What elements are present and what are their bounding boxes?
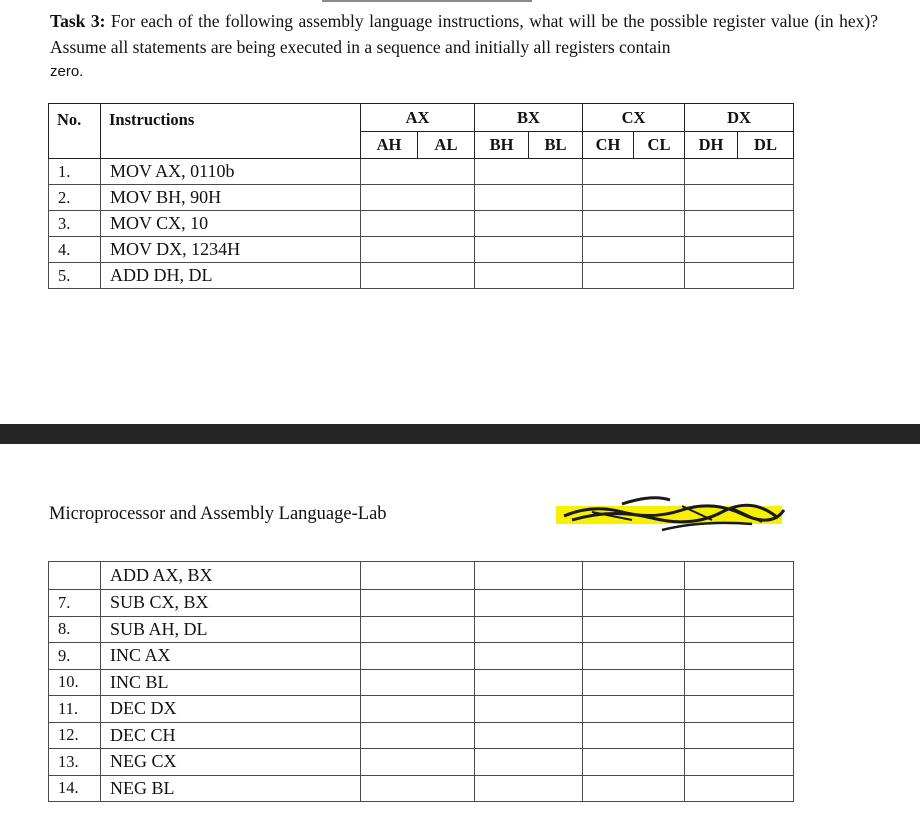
table-row xyxy=(49,722,794,749)
register-value-cell xyxy=(685,590,794,617)
register-value-cell xyxy=(361,643,475,670)
instruction-cell: MOV BH, 90H xyxy=(101,185,361,211)
header-no: No. xyxy=(49,104,101,159)
table-row xyxy=(49,669,794,696)
register-value-cell xyxy=(475,616,583,643)
top-divider xyxy=(322,0,532,2)
row-number: 4. xyxy=(49,237,101,263)
row-number: 10. xyxy=(49,669,101,696)
register-value-cell xyxy=(685,722,794,749)
scribble-stroke-3 xyxy=(622,498,670,504)
register-value-cell xyxy=(685,562,794,590)
register-value-cell xyxy=(685,211,794,237)
header-dh: DH xyxy=(685,132,738,159)
register-value-cell xyxy=(583,775,685,802)
register-value-cell xyxy=(361,616,475,643)
register-value-cell xyxy=(583,590,685,617)
register-value-cell xyxy=(583,159,685,185)
instruction-cell: MOV CX, 10 xyxy=(101,211,361,237)
table-row xyxy=(49,696,794,723)
register-value-cell xyxy=(361,185,475,211)
row-number xyxy=(49,562,101,590)
register-value-cell xyxy=(361,211,475,237)
table-row xyxy=(49,775,794,802)
register-value-cell xyxy=(475,562,583,590)
row-number: 11. xyxy=(49,696,101,723)
row-number: 2. xyxy=(49,185,101,211)
register-value-cell xyxy=(685,237,794,263)
register-value-cell xyxy=(361,669,475,696)
register-value-cell xyxy=(361,159,475,185)
row-number: 9. xyxy=(49,643,101,670)
register-value-cell xyxy=(583,211,685,237)
register-value-cell xyxy=(583,616,685,643)
register-value-cell xyxy=(361,562,475,590)
register-value-cell xyxy=(685,159,794,185)
row-number: 8. xyxy=(49,616,101,643)
task-description xyxy=(50,8,878,60)
register-value-cell xyxy=(583,643,685,670)
register-value-cell xyxy=(583,696,685,723)
register-value-cell xyxy=(475,775,583,802)
register-value-cell xyxy=(685,263,794,289)
register-value-cell xyxy=(361,590,475,617)
header-cl: CL xyxy=(634,132,685,159)
header-bh: BH xyxy=(475,132,529,159)
page-break-band xyxy=(0,424,920,444)
register-value-cell xyxy=(361,237,475,263)
header-instructions: Instructions xyxy=(101,104,361,159)
header-ax: AX xyxy=(361,104,475,132)
register-value-cell xyxy=(475,643,583,670)
table-row xyxy=(49,211,794,237)
instruction-cell: INC BL xyxy=(101,669,361,696)
row-number: 7. xyxy=(49,590,101,617)
instruction-cell: DEC CH xyxy=(101,722,361,749)
register-value-cell xyxy=(685,775,794,802)
register-value-cell xyxy=(475,185,583,211)
table-row xyxy=(49,159,794,185)
register-value-cell xyxy=(475,159,583,185)
header-al: AL xyxy=(418,132,475,159)
row-number: 3. xyxy=(49,211,101,237)
register-value-cell xyxy=(685,643,794,670)
register-value-cell xyxy=(685,696,794,723)
register-value-cell xyxy=(583,263,685,289)
register-value-cell xyxy=(685,749,794,776)
table-row xyxy=(49,590,794,617)
table-row xyxy=(49,185,794,211)
instruction-cell: DEC DX xyxy=(101,696,361,723)
register-value-cell xyxy=(361,263,475,289)
register-table-part1 xyxy=(48,103,794,289)
table-row xyxy=(49,263,794,289)
header-ah: AH xyxy=(361,132,418,159)
register-value-cell xyxy=(361,775,475,802)
header-cx: CX xyxy=(583,104,685,132)
table-row xyxy=(49,237,794,263)
header-bx: BX xyxy=(475,104,583,132)
task-continuation: zero. xyxy=(50,63,84,80)
register-value-cell xyxy=(475,696,583,723)
register-value-cell xyxy=(685,669,794,696)
register-value-cell xyxy=(475,669,583,696)
header-ch: CH xyxy=(583,132,634,159)
row-number: 14. xyxy=(49,775,101,802)
register-value-cell xyxy=(361,749,475,776)
register-value-cell xyxy=(475,211,583,237)
register-value-cell xyxy=(361,696,475,723)
register-value-cell xyxy=(583,185,685,211)
register-value-cell xyxy=(685,185,794,211)
instruction-cell: MOV DX, 1234H xyxy=(101,237,361,263)
redacted-scribble-icon xyxy=(552,490,792,538)
instruction-cell: ADD DH, DL xyxy=(101,263,361,289)
instruction-cell: SUB AH, DL xyxy=(101,616,361,643)
table-row xyxy=(49,749,794,776)
register-value-cell xyxy=(583,562,685,590)
instruction-cell: INC AX xyxy=(101,643,361,670)
instruction-cell: ADD AX, BX xyxy=(101,562,361,590)
row-number: 1. xyxy=(49,159,101,185)
register-value-cell xyxy=(685,616,794,643)
register-value-cell xyxy=(475,263,583,289)
instruction-cell: SUB CX, BX xyxy=(101,590,361,617)
instruction-cell: MOV AX, 0110b xyxy=(101,159,361,185)
header-dx: DX xyxy=(685,104,794,132)
register-value-cell xyxy=(583,669,685,696)
register-value-cell xyxy=(583,237,685,263)
row-number: 5. xyxy=(49,263,101,289)
header-dl: DL xyxy=(738,132,794,159)
register-value-cell xyxy=(361,722,475,749)
register-table-part2 xyxy=(48,561,794,802)
register-value-cell xyxy=(475,749,583,776)
register-value-cell xyxy=(475,237,583,263)
register-value-cell xyxy=(475,590,583,617)
task-label: Task 3: xyxy=(50,11,106,31)
instruction-cell: NEG CX xyxy=(101,749,361,776)
register-value-cell xyxy=(583,749,685,776)
row-number: 12. xyxy=(49,722,101,749)
row-number: 13. xyxy=(49,749,101,776)
register-value-cell xyxy=(583,722,685,749)
register-value-cell xyxy=(475,722,583,749)
table-row xyxy=(49,643,794,670)
instruction-cell: NEG BL xyxy=(101,775,361,802)
table-row xyxy=(49,562,794,590)
header-bl: BL xyxy=(529,132,583,159)
footer-course-title: Microprocessor and Assembly Language-Lab xyxy=(49,504,387,524)
task-question: For each of the following assembly language instructions, what will be the possible register value (in hex)? Assume all statements are being executed in a sequence and initially all registers contain xyxy=(50,11,878,57)
table-row xyxy=(49,616,794,643)
